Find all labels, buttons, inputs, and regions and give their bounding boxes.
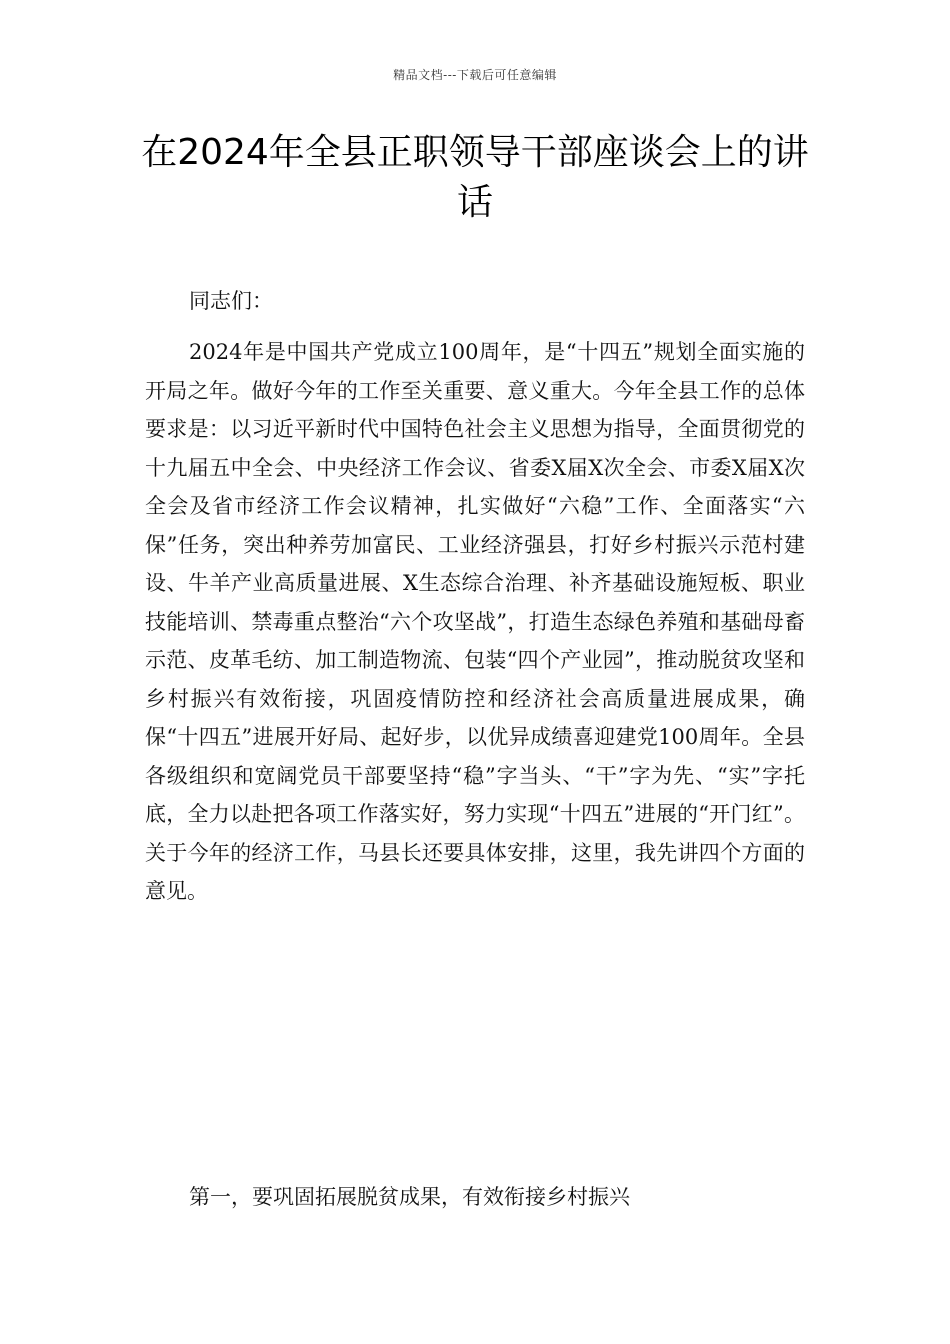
- salutation: 同志们：: [189, 289, 273, 313]
- document-title: 在2024年全县正职领导干部座谈会上的讲话: [141, 132, 809, 223]
- body-paragraph: 2024年是中国共产党成立100周年，是“十四五”规划全面实施的开局之年。做好今年的工作至关重要、意义重大。今年全县工作的总体要求是：以习近平新时代中国特色社会主义思想为指导，全面贯彻党的十九届五中全会、中央经济工作会议、省委X届X次全会、市委X届X次全会及省市经济工作会议精神，扎实做好“六稳”工作、全面落实“六保”任务，突出种养劳加富民、工业经济强县，打好乡村振兴示范村建设、牛羊产业高质量进展、X生态综合治理、补齐基础设施短板、职业技能培训、禁毒重点整治“六个攻坚战”，打造生态绿色养殖和基础母畜示范、皮革毛纺、加工制造物流、包装“四个产业园”，推动脱贫攻坚和乡村振兴有效衔接，巩固疫情防控和经济社会高质量进展成果，确保“十四五”进展开好局、起好步，以优异成绩喜迎建党100周年。全县各级组织和宽阔党员干部要坚持“稳”字当头、“干”字为先、“实”字托底，全力以赴把各项工作落实好，努力实现“十四五”进展的“开门红”。关于今年的经济工作，马县长还要具体安排，这里，我先讲四个方面的意见。: [145, 340, 805, 903]
- header-note: 精品文档---下载后可任意编辑: [393, 68, 557, 82]
- section-heading: 第一，要巩固拓展脱贫成果，有效衔接乡村振兴: [189, 1185, 630, 1209]
